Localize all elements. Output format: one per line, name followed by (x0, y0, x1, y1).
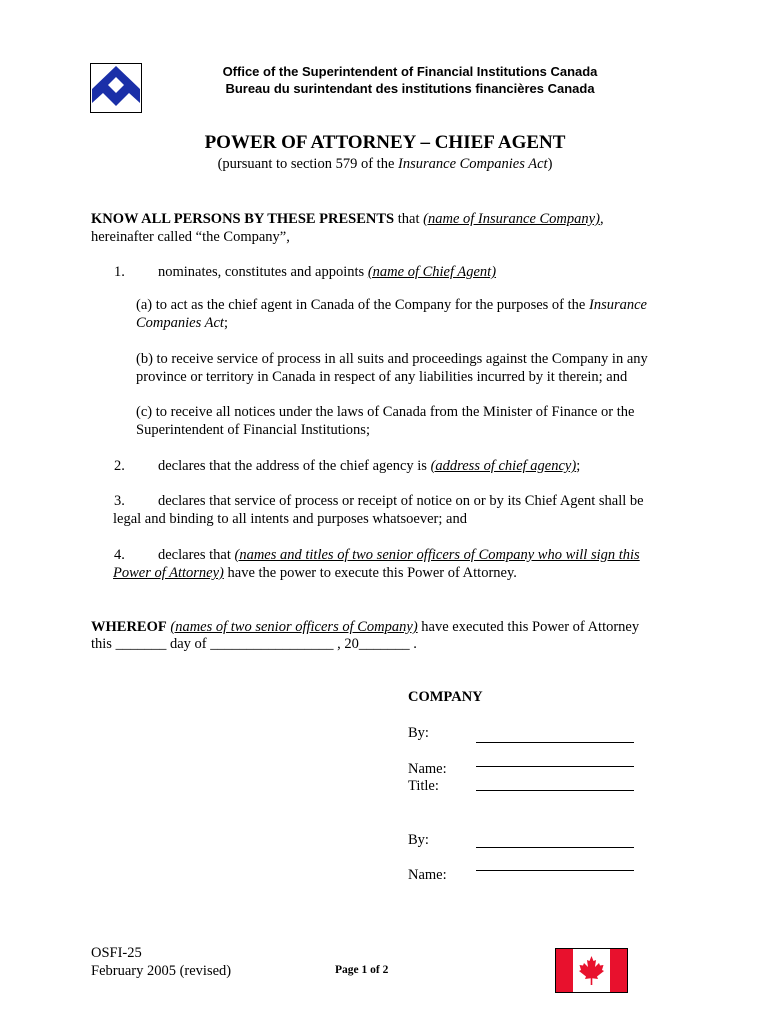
name-label-2: Name: (408, 867, 447, 883)
company-name-placeholder[interactable]: (name of Insurance Company) (423, 211, 600, 227)
whereof-line-2: this _______ day of _________________ , 20_______ . (91, 636, 417, 652)
signature-line-1[interactable] (476, 742, 634, 743)
page-subtitle (0, 155, 770, 173)
item-3-number: 3. (114, 493, 125, 509)
form-number: OSFI-25 (91, 945, 142, 961)
by-label-2: By: (408, 832, 429, 848)
intro-bold: KNOW ALL PERSONS BY THESE PRESENTS (91, 211, 395, 227)
item-3-line-1: declares that service of process or receipt of notice on or by its Chief Agent shall be (158, 493, 644, 509)
by-label-1: By: (408, 725, 429, 741)
title-line-1[interactable] (476, 790, 634, 791)
officers-names-placeholder[interactable]: (names of two senior officers of Company) (170, 619, 418, 635)
page-number: Page 1 of 2 (335, 964, 389, 976)
intro-line-2: hereinafter called “the Company”, (91, 229, 290, 245)
intro-that: that (394, 211, 424, 227)
item-1c-line-2: Superintendent of Financial Institutions; (136, 422, 370, 438)
name-line-1[interactable] (476, 766, 634, 767)
item-1a-text: (a) to act as the chief agent in Canada of the Company for the purposes of the (136, 297, 589, 313)
subtitle-act: Insurance Companies Act (398, 156, 548, 172)
item-2-end: ; (576, 458, 581, 474)
osfi-logo-icon (90, 63, 142, 113)
item-4-line-1 (158, 546, 640, 564)
item-3-line-2: legal and binding to all intents and purposes whatsoever; and (113, 511, 467, 527)
name-label-1: Name: (408, 761, 447, 777)
header-line-fr: Bureau du surintendant des institutions financières Canada (225, 81, 595, 96)
company-label: COMPANY (408, 689, 483, 705)
item-1a-line-2 (136, 314, 228, 332)
chief-agency-address-placeholder[interactable]: (address of chief agency) (430, 458, 577, 474)
whereof-line-1 (91, 618, 639, 636)
item-1-text (158, 263, 496, 281)
item-1-label: nominates, constitutes and appoints (158, 264, 368, 280)
item-4-label: declares that (158, 547, 235, 563)
item-1c-line-1: (c) to receive all notices under the laws of Canada from the Minister of Finance or the (136, 404, 635, 420)
item-1a-italic: Insurance (588, 297, 647, 313)
subtitle-end: ) (547, 156, 553, 172)
senior-officers-placeholder-cont[interactable]: Power of Attorney) (113, 565, 224, 581)
item-2-text (158, 457, 580, 475)
page-title: POWER OF ATTORNEY – CHIEF AGENT (204, 132, 566, 153)
item-4-line-2 (113, 564, 517, 582)
item-2-number: 2. (114, 458, 125, 474)
item-1-number: 1. (114, 264, 125, 280)
item-1b-line-2: province or territory in Canada in respect of any liabilities incurred by it therein; and (136, 369, 628, 385)
name-line-2[interactable] (476, 870, 634, 871)
whereof-bold: WHEREOF (91, 619, 167, 635)
item-2-label: declares that the address of the chief agency is (158, 458, 431, 474)
title-label-1: Title: (408, 778, 439, 794)
item-1a-line-1 (136, 296, 647, 314)
header-line-en: Office of the Superintendent of Financial Institutions Canada (222, 64, 598, 79)
item-4-number: 4. (114, 547, 125, 563)
item-1b-line-1: (b) to receive service of process in all suits and proceedings against the Company in any (136, 351, 648, 367)
intro-comma: , (599, 211, 604, 227)
item-1a-act: Companies Act (136, 315, 224, 331)
form-date: February 2005 (revised) (91, 963, 232, 979)
subtitle-text: (pursuant to section 579 of the (217, 156, 399, 172)
signature-line-2[interactable] (476, 847, 634, 848)
canada-flag-icon (555, 948, 628, 993)
senior-officers-placeholder[interactable]: (names and titles of two senior officers of Company who will sign this (234, 547, 640, 563)
chief-agent-placeholder[interactable]: (name of Chief Agent) (367, 264, 497, 280)
whereof-text: have executed this Power of Attorney (417, 619, 640, 635)
item-4-end: have the power to execute this Power of Attorney. (223, 565, 517, 581)
intro-line-1 (91, 210, 604, 228)
item-1a-end: ; (223, 315, 228, 331)
